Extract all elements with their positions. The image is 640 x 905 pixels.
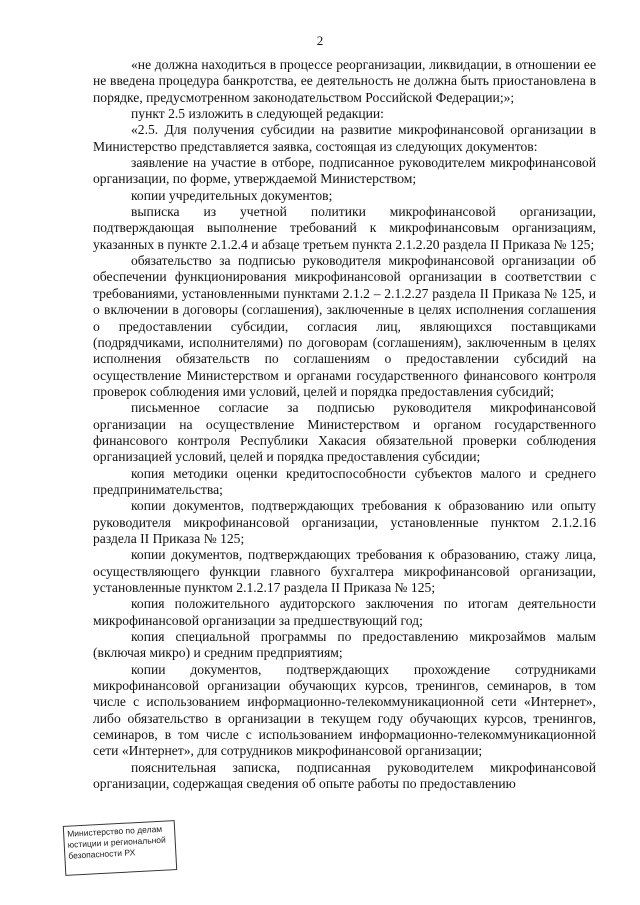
- paragraph: «2.5. Для получения субсидии на развитие микрофинансовой организации в Министерство представляется заявка, состоящая из следующих документов:: [93, 122, 596, 154]
- page-number: 2: [316, 33, 324, 48]
- paragraph: копии учредительных документов;: [131, 187, 333, 203]
- paragraph: письменное согласие за подписью руководителя микрофинансовой организации на осуществление Министерством и органом государственного финансового контроля Республики Хакасия обязательной проверки соблюдения организацией условий, целей и порядка предоставления субсидии;: [93, 400, 596, 465]
- paragraph: копия методики оценки кредитоспособности субъектов малого и среднего предпринимательства;: [93, 465, 596, 497]
- stamp-line: юстиции и региональной: [67, 834, 167, 850]
- paragraph: обязательство за подписью руководителя микрофинансовой организации об обеспечении функционирования микрофинансовой организации в соответствии с требованиями, установленными пунктами 2.1.2 – 2.1.2.27 раздела II Приказа № 125, и о включении в договоры (соглашения), заключенные в целях исполнения соглашения о предоставлении субсидии, согласия лиц, являющихся поставщиками (подрядчиками, исполнителями) по договорам (соглашениям), заключенным в целях исполнения обязательств по соглашениям о предоставлении субсидий на осуществление Министерством и органами государственного финансового контроля проверок соблюдения ими условий, целей и порядка предоставления субсидий;: [93, 253, 596, 399]
- paragraph: пункт 2.5 изложить в следующей редакции:: [131, 106, 384, 122]
- paragraph: копии документов, подтверждающих требования к образованию или опыту руководителя микрофинансовой организации, установленные пунктом 2.1.2.16 раздела II Приказа № 125;: [93, 498, 596, 546]
- paragraph: копии документов, подтверждающих требования к образованию, стажу лица, осуществляющего функции главного бухгалтера микрофинансовой организации, установленные пунктом 2.1.2.17 раздела II Приказа № 125;: [93, 547, 596, 595]
- paragraph: выписка из учетной политики микрофинансовой организации, подтверждающая выполнение требований к микрофинансовым организациям, указанных в пункте 2.1.2.4 и абзаце третьем пункта 2.1.2.20 раздела II Приказа № 125;: [93, 204, 596, 252]
- stamp-line: Министерство по делам: [66, 823, 163, 839]
- paragraph: копия положительного аудиторского заключения по итогам деятельности микрофинансовой организации за предшествующий год;: [93, 596, 596, 628]
- document-body: [93, 57, 596, 792]
- paragraph: заявление на участие в отборе, подписанное руководителем микрофинансовой организации, по форме, утверждаемой Министерством;: [93, 155, 596, 187]
- paragraph: «не должна находиться в процессе реорганизации, ликвидации, в отношении ее не введена процедура банкротства, ее деятельность не должна быть приостановлена в порядке, предусмотренном законодательством Российской Федерации;»;: [93, 57, 596, 105]
- stamp-line: безопасности РХ: [68, 847, 136, 861]
- registration-stamp: [63, 820, 177, 876]
- paragraph: копии документов, подтверждающих прохождение сотрудниками микрофинансовой организации обучающих курсов, тренингов, семинаров, в том числе с использованием информационно-телекоммуникационной сети «Интернет», либо обязательство в организации в текущем году обучающих курсов, тренингов, семинаров, в том числе с использованием информационно-телекоммуникационной сети «Интернет», для сотрудников микрофинансовой организации;: [93, 661, 596, 759]
- paragraph: пояснительная записка, подписанная руководителем микрофинансовой организации, содержащая сведения об опыте работы по предоставлению: [93, 759, 596, 792]
- paragraph: копия специальной программы по предоставлению микрозаймов малым (включая микро) и средним предприятиям;: [93, 629, 596, 661]
